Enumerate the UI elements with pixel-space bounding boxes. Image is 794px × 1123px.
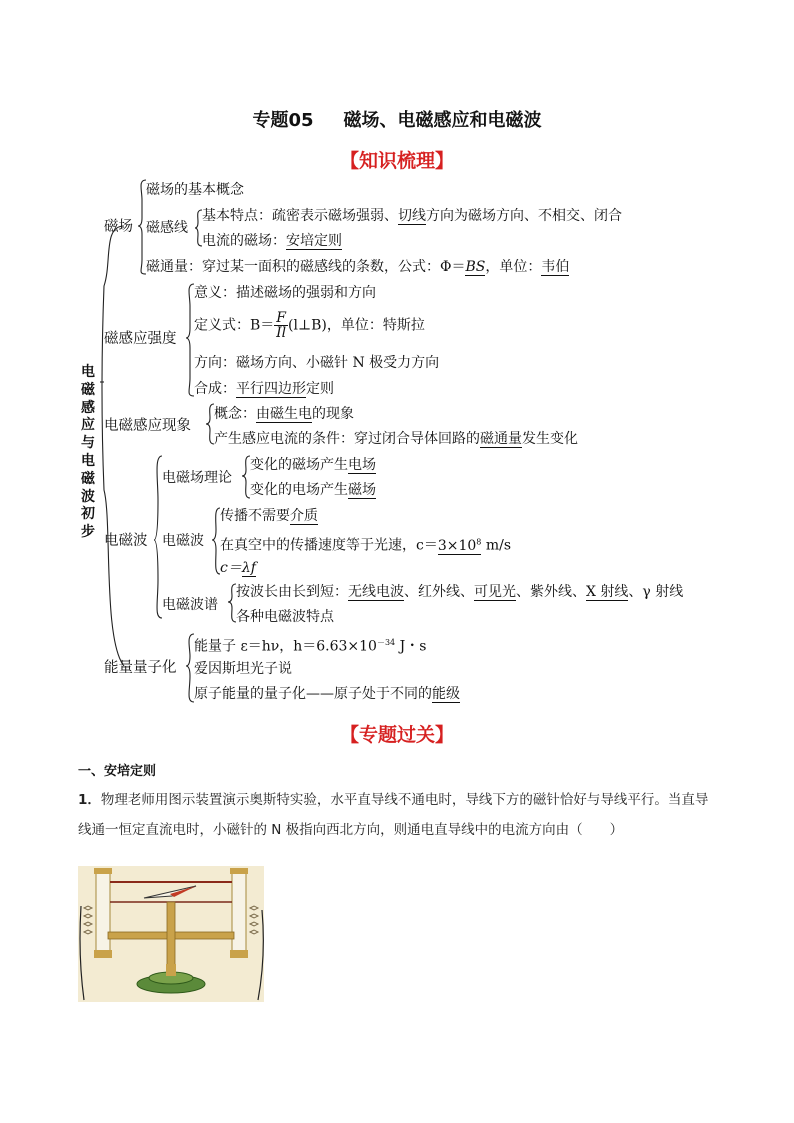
node-quantum-3: 原子能量的量子化——原子处于不同的能级: [194, 686, 460, 702]
node-wave-2: 在真空中的传播速度等于光速，$c=3\times 10^8$ m/s: [220, 537, 512, 554]
brace-lines: [195, 210, 202, 246]
node-strength-direction: 方向：磁场方向、小磁针 N 极受力方向: [194, 355, 440, 371]
brace-wave: [212, 508, 220, 574]
brace-spectrum: [228, 584, 236, 622]
node-wave-label: 电磁波: [162, 533, 204, 549]
node-wave-1: 传播不需要介质: [220, 508, 318, 524]
node-lines-current: 电流的磁场：安培定则: [202, 233, 342, 249]
node-flux: 磁通量：穿过某一面积的磁感线的条数，公式：Φ＝BS，单位：韦伯: [146, 259, 570, 275]
node-strength-composition: 合成：平行四边形定则: [194, 381, 334, 397]
node-spectrum-1: 按波长由长到短：无线电波、红外线、可见光、紫外线、X 射线、γ 射线: [236, 584, 684, 600]
node-induction-concept: 概念：由磁生电的现象: [214, 406, 354, 422]
node-lines-label: 磁感线: [146, 220, 188, 236]
oersted-apparatus-image: [78, 866, 264, 1002]
node-quantum-label: 能量量子化: [104, 660, 177, 676]
brace-root: [102, 226, 124, 666]
node-quantum-1: 能量子 ε＝hν，$h=6.63\times 10^{-34}$ J・s: [194, 638, 427, 655]
node-spectrum-2: 各种电磁波特点: [236, 609, 334, 625]
node-emwave-label: 电磁波: [104, 533, 148, 549]
node-theory-label: 电磁场理论: [162, 470, 232, 486]
node-strength-meaning: 意义：描述磁场的强弱和方向: [194, 285, 376, 301]
node-magnetic-basic: 磁场的基本概念: [146, 182, 244, 198]
node-theory-2: 变化的电场产生磁场: [250, 482, 376, 498]
brace-quantum: [186, 634, 194, 702]
brace-induction: [206, 404, 214, 444]
node-lines-features: 基本特点：疏密表示磁场强弱、切线方向为磁场方向、不相交、闭合: [202, 208, 622, 224]
brace-strength: [186, 284, 194, 396]
node-wave-3: c＝λf: [220, 560, 256, 576]
question-line-1: 1．物理老师用图示装置演示奥斯特实验，水平直导线不通电时，导线下方的磁针恰好与导线平行。当直导: [78, 792, 709, 808]
node-theory-1: 变化的磁场产生电场: [250, 457, 376, 473]
node-induction-label: 电磁感应现象: [104, 418, 191, 434]
brace-theory: [242, 456, 250, 498]
exercise-heading: 一、安培定则: [78, 764, 157, 779]
section-pass: 【专题过关】: [339, 724, 454, 746]
brace-emwave: [154, 456, 162, 618]
section-knowledge: 【知识梳理】: [339, 150, 454, 172]
tree-root-label: 电 磁 感 应 与 电 磁 波 初 步: [81, 364, 95, 541]
question-line-2: 线通一恒定直流电时，小磁针的 N 极指向西北方向，则通电直导线中的电流方向由（ ）: [78, 822, 624, 838]
brace-magnetic: [138, 180, 146, 274]
node-induction-condition: 产生感应电流的条件：穿过闭合导体回路的磁通量发生变化: [214, 431, 578, 447]
title-main: 磁场、电磁感应和电磁波: [343, 110, 542, 131]
formula-fraction: $\frac{F}{Il}$: [276, 310, 287, 341]
node-strength-label: 磁感应强度: [104, 331, 177, 347]
title-prefix: 专题05: [252, 110, 314, 131]
node-quantum-2: 爱因斯坦光子说: [194, 661, 292, 677]
node-spectrum-label: 电磁波谱: [162, 597, 218, 613]
node-strength-def: 定义式：B＝ $\frac{F}{Il}$ (l⊥B)，单位：特斯拉: [194, 310, 425, 341]
node-magnetic-label: 磁场: [104, 219, 133, 235]
